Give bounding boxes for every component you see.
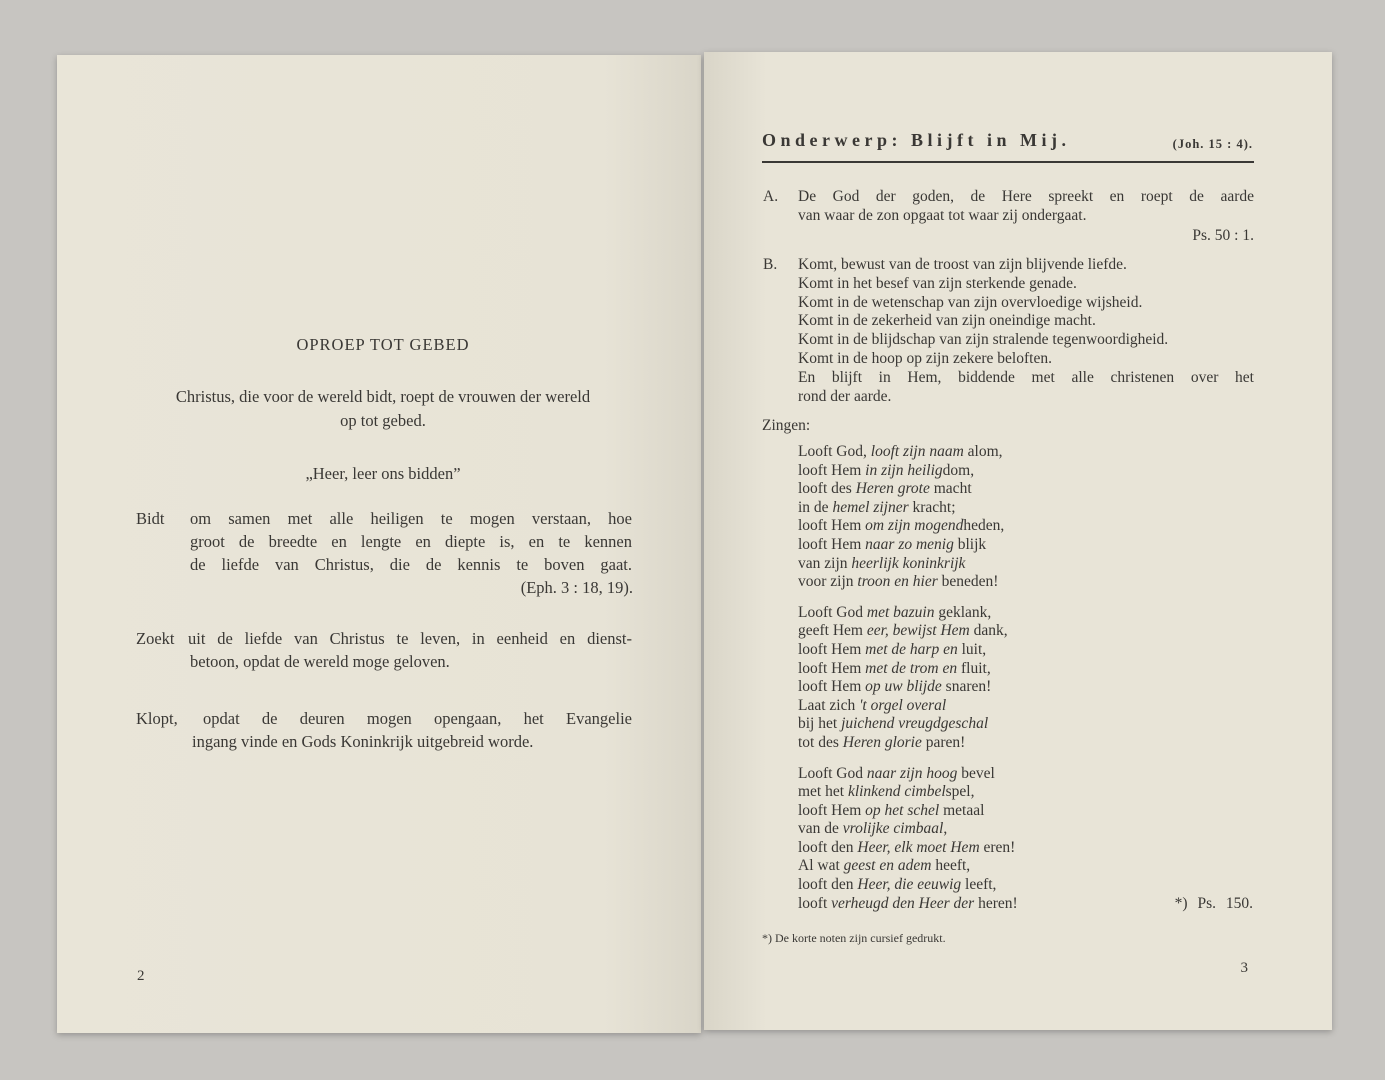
zingen-label: Zingen: bbox=[762, 417, 811, 434]
section-b-line: En blijft in Hem, biddende met alle christenen over het bbox=[798, 368, 1254, 386]
hymn-line: voor zijn troon en hier beneden! bbox=[798, 573, 999, 591]
hymn-line: Al wat geest en adem heeft, bbox=[798, 857, 971, 875]
hymn-line: Looft God naar zijn hoog bevel bbox=[798, 764, 995, 782]
klopt-line-1: opdat de deuren mogen opengaan, het Evangelie bbox=[203, 709, 632, 728]
heading-rule bbox=[762, 161, 1254, 163]
zoekt-line-1: uit de liefde van Christus te leven, in eenheid en dienst- bbox=[188, 629, 632, 648]
section-b-line: Komt in de zekerheid van zijn oneindige macht. bbox=[798, 312, 1096, 330]
bidt-keyword: Bidt bbox=[136, 509, 165, 528]
section-b-line: Komt in de blijdschap van zijn stralende tegenwoordigheid. bbox=[798, 331, 1169, 349]
hymn-line: van de vrolijke cimbaal, bbox=[798, 820, 948, 838]
section-a-line-1: De God der goden, de Here spreekt en roept de aarde bbox=[798, 188, 1254, 205]
footnote: *) De korte noten zijn cursief gedrukt. bbox=[762, 931, 946, 945]
intro-line-2: op tot gebed. bbox=[340, 411, 426, 430]
zoekt-keyword: Zoekt bbox=[136, 629, 175, 648]
bidt-line-1: om samen met alle heiligen te mogen verstaan, hoe bbox=[190, 509, 632, 528]
hymn-line: Laat zich 't orgel overal bbox=[798, 696, 947, 714]
hymn-line: in de hemel zijner kracht; bbox=[798, 498, 956, 516]
hymn-line: met het klinkend cimbelspel, bbox=[798, 783, 975, 801]
hymn-line: looft den Heer, elk moet Hem eren! bbox=[798, 838, 1016, 856]
section-b-label: B. bbox=[763, 256, 778, 273]
section-b-lines bbox=[798, 256, 1254, 406]
hymn-line: Looft God met bazuin geklank, bbox=[798, 603, 992, 621]
hymn-line: looft Hem in zijn heiligdom, bbox=[798, 461, 975, 479]
hymn-line: looft des Heren grote macht bbox=[798, 480, 972, 498]
intro-line-1: Christus, die voor de wereld bidt, roept de vrouwen der wereld bbox=[175, 387, 591, 406]
hymn-line: geeft Hem eer, bewijst Hem dank, bbox=[798, 622, 1008, 640]
bidt-reference: (Eph. 3 : 18, 19). bbox=[520, 578, 633, 597]
section-b-line: Komt in het besef van zijn sterkende genade. bbox=[798, 274, 1077, 292]
hymn-line: looft Hem naar zo menig blijk bbox=[798, 535, 987, 553]
hymn-line: tot des Heren glorie paren! bbox=[798, 733, 966, 751]
hymn-line: looft verheugd den Heer der heren! bbox=[798, 894, 1018, 912]
page-title: OPROEP TOT GEBED bbox=[296, 335, 470, 354]
klopt-keyword: Klopt, bbox=[136, 709, 178, 728]
hymn-line: looft Hem om zijn mogendheden, bbox=[798, 517, 1005, 535]
hymn-text bbox=[798, 443, 1158, 913]
section-a-label: A. bbox=[763, 188, 779, 205]
hymn-line: Looft God, looft zijn naam alom, bbox=[798, 443, 1003, 460]
hymn-line: looft Hem met de trom en fluit, bbox=[798, 659, 991, 677]
hymn-line: looft Hem op uw blijde snaren! bbox=[798, 678, 992, 696]
left-page bbox=[57, 55, 701, 1033]
prayer-quote: „Heer, leer ons bidden” bbox=[305, 464, 461, 483]
right-page bbox=[704, 52, 1332, 1030]
section-b-line: Komt in de wetenschap van zijn overvloedige wijsheid. bbox=[798, 293, 1143, 311]
hymn-line: van zijn heerlijk koninkrijk bbox=[798, 554, 966, 572]
hymn-line: bij het juichend vreugdgeschal bbox=[798, 715, 989, 733]
hymn-stanza bbox=[798, 604, 1158, 753]
hymn-line: looft den Heer, die eeuwig leeft, bbox=[798, 876, 997, 894]
section-a-reference: Ps. 50 : 1. bbox=[1192, 227, 1254, 244]
page-number-left: 2 bbox=[137, 968, 145, 984]
zoekt-line-2: betoon, opdat de wereld moge geloven. bbox=[190, 652, 450, 671]
subject-reference: (Joh. 15 : 4). bbox=[1172, 137, 1253, 151]
klopt-line-2: ingang vinde en Gods Koninkrijk uitgebreid worde. bbox=[192, 732, 534, 751]
section-b-line: Komt in de hoop op zijn zekere beloften. bbox=[798, 349, 1052, 367]
section-a-line-2: van waar de zon opgaat tot waar zij ondergaat. bbox=[798, 207, 1087, 224]
section-b-line: Komt, bewust van de troost van zijn blijvende liefde. bbox=[798, 256, 1127, 273]
hymn-stanza bbox=[798, 765, 1158, 914]
hymn-line: looft Hem op het schel metaal bbox=[798, 801, 985, 819]
bidt-line-3: de liefde van Christus, die de kennis te boven gaat. bbox=[190, 555, 632, 574]
hymn-line: looft Hem met de harp en luit, bbox=[798, 640, 987, 658]
hymn-stanza bbox=[798, 443, 1158, 592]
bidt-line-2: groot de breedte en lengte en diepte is, en te kennen bbox=[190, 532, 632, 551]
page-number-right: 3 bbox=[1240, 960, 1248, 976]
section-b-line: rond der aarde. bbox=[798, 387, 892, 405]
subject-heading: Onderwerp: Blijft in Mij. bbox=[762, 130, 1071, 150]
psalm-reference: *) Ps. 150. bbox=[1174, 895, 1253, 912]
